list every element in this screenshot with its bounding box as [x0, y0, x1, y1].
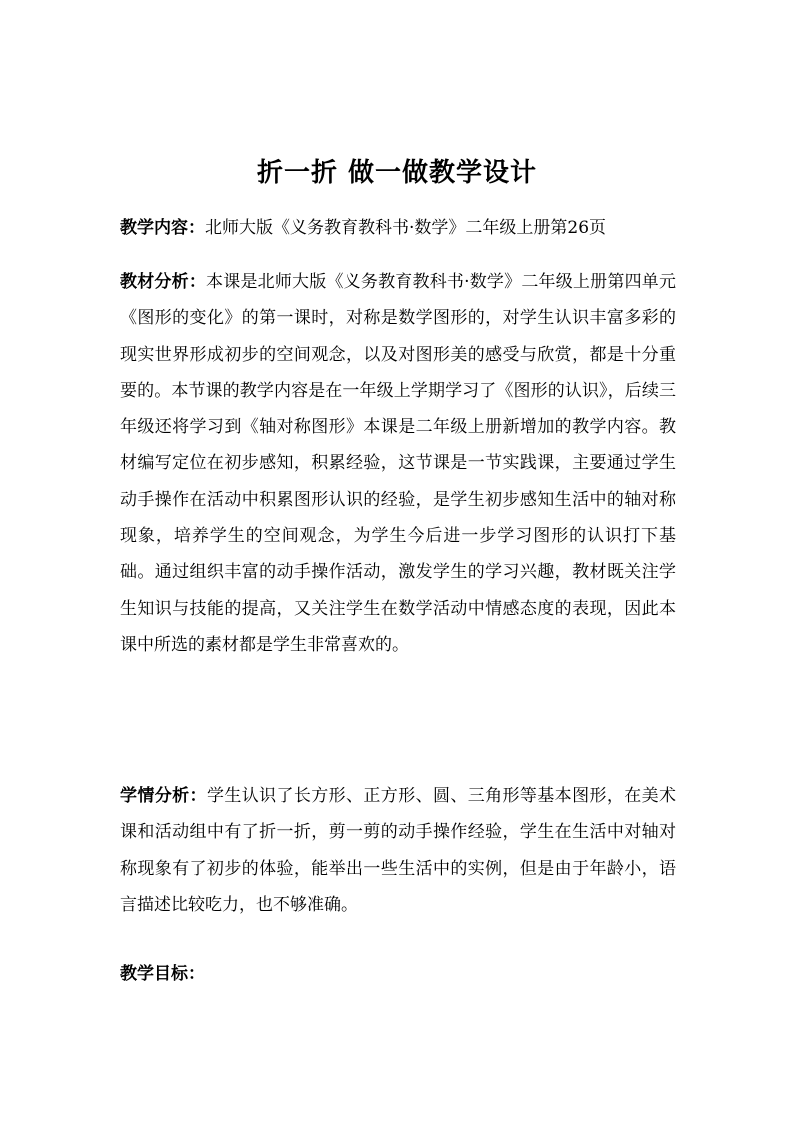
section-label: 教学内容：	[120, 218, 205, 238]
section-label: 学情分析：	[120, 786, 207, 806]
section-text: 北师大版《义务教育教科书·数学》二年级上册第26页	[205, 218, 607, 238]
section-textbook-analysis	[120, 264, 676, 663]
section-teaching-content	[120, 210, 676, 246]
section-student-analysis	[120, 778, 676, 923]
section-label: 教材分析：	[120, 272, 207, 292]
section-label: 教学目标：	[120, 964, 205, 984]
document-title: 折一折 做一做教学设计	[256, 158, 538, 188]
section-teaching-goals	[120, 956, 676, 992]
section-text: 本课是北师大版《义务教育教科书·数学》二年级上册第四单元《图形的变化》的第一课时，对称是数学图形的，对学生认识丰富多彩的现实世界形成初步的空间观念，以及对图形美的感受与欣赏，都是十分重要的。本节课的教学内容是在一年级上学期学习了《图形的认识》，后续三年级还将学习到《轴对称图形》本课是二年级上册新增加的教学内容。教材编写定位在初步感知，积累经验，这节课是一节实践课，主要通过学生动手操作在活动中积累图形认识的经验，是学生初步感知生活中的轴对称现象，培养学生的空间观念，为学生今后进一步学习图形的认识打下基础。通过组织丰富的动手操作活动，激发学生的学习兴趣，教材既关注学生知识与技能的提高，又关注学生在数学活动中情感态度的表现，因此本课中所选的素材都是学生非常喜欢的。	[120, 272, 676, 655]
section-text: 学生认识了长方形、正方形、圆、三角形等基本图形，在美术课和活动组中有了折一折，剪一剪的动手操作经验，学生在生活中对轴对称现象有了初步的体验，能举出一些生活中的实例，但是由于年龄小，语言描述比较吃力，也不够准确。	[120, 786, 677, 915]
